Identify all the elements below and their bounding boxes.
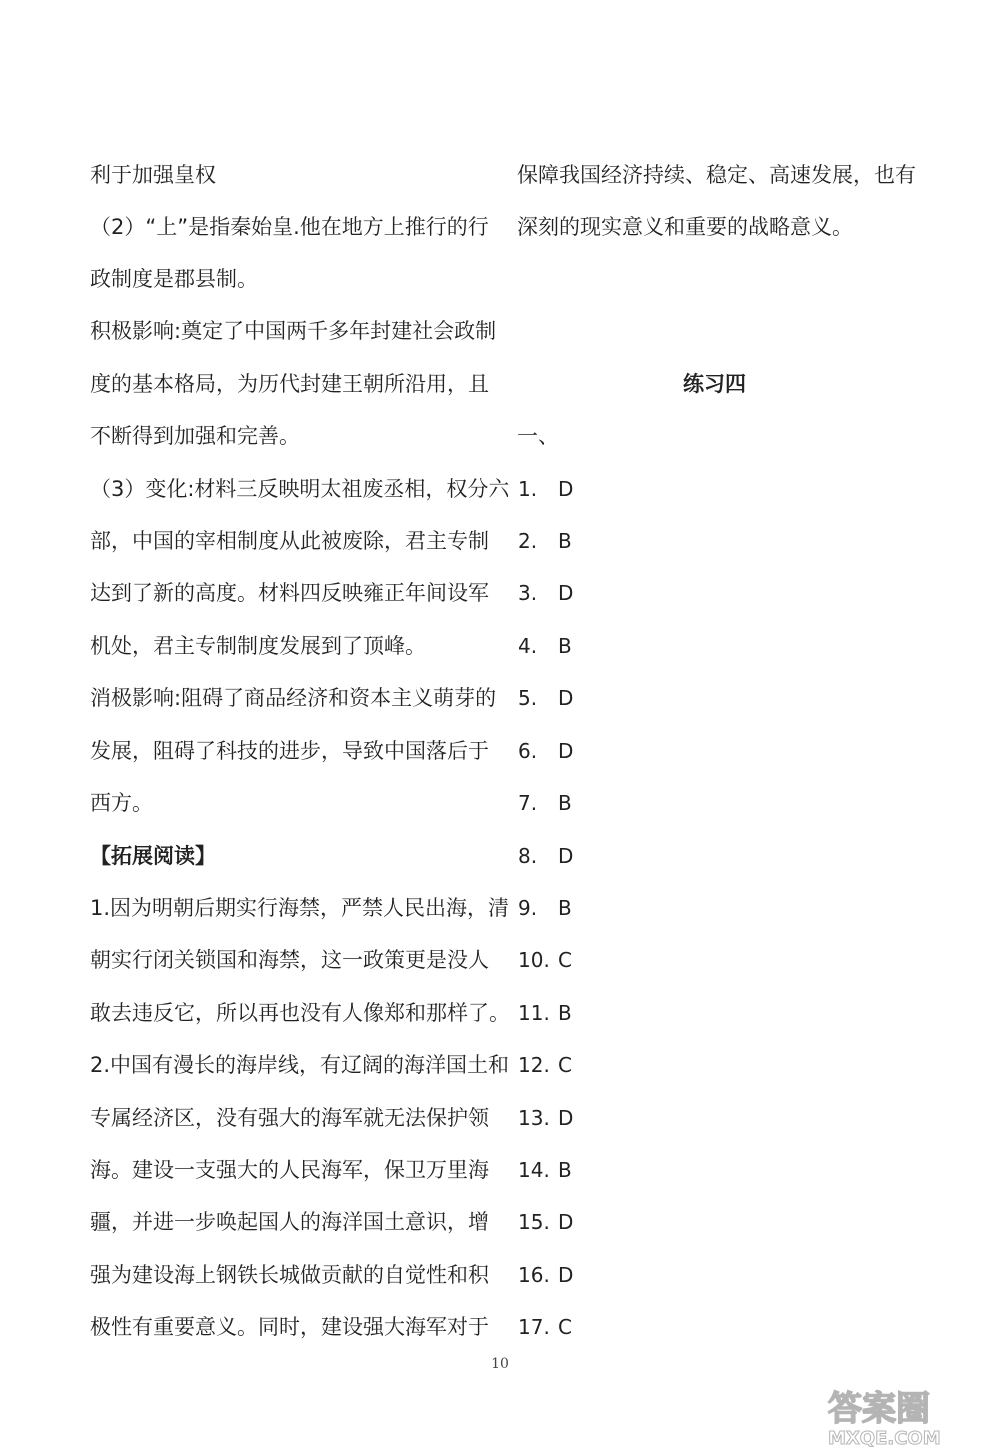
left-line-19: 专属经济区，没有强大的海军就无法保护领 <box>90 1106 489 1130</box>
answer-choice: B <box>558 791 572 815</box>
left-line-10: 机处，君主专制制度发展到了顶峰。 <box>90 634 426 658</box>
answer-choice: B <box>558 1001 572 1025</box>
left-line-6: 不断得到加强和完善。 <box>90 424 300 448</box>
answer-number: 2. <box>518 529 538 553</box>
answer-number: 17. <box>518 1315 550 1339</box>
answer-item <box>518 998 572 1028</box>
watermark-logo <box>822 1384 992 1448</box>
answer-number: 1. <box>518 477 538 501</box>
answer-number: 6. <box>518 739 538 763</box>
left-line-3: 政制度是郡县制。 <box>90 267 258 291</box>
left-line-9: 达到了新的高度。材料四反映雍正年间设军 <box>90 581 489 605</box>
answer-item <box>518 1103 573 1133</box>
answer-item <box>518 945 572 975</box>
answer-item <box>518 474 573 504</box>
left-line-1: 利于加强皇权 <box>90 163 216 187</box>
answer-choice: D <box>558 686 574 710</box>
answer-number: 14. <box>518 1158 550 1182</box>
answer-number: 10. <box>518 948 550 972</box>
answer-choice: D <box>558 1263 574 1287</box>
answer-number: 9. <box>518 896 538 920</box>
extended-reading-heading: 【拓展阅读】 <box>90 844 216 868</box>
left-line-18: 2.中国有漫长的海岸线，有辽阔的海洋国土和 <box>90 1053 510 1077</box>
page-number: 10 <box>491 1356 509 1372</box>
answer-item <box>518 578 573 608</box>
answer-number: 7. <box>518 791 538 815</box>
answer-number: 16. <box>518 1263 550 1287</box>
answer-item <box>518 893 572 923</box>
left-line-20: 海。建设一支强大的人民海军，保卫万里海 <box>90 1158 489 1182</box>
left-line-5: 度的基本格局，为历代封建王朝所沿用，且 <box>90 372 489 396</box>
left-line-22: 强为建设海上钢铁长城做贡献的自觉性和积 <box>90 1263 489 1287</box>
left-line-15: 1.因为明朝后期实行海禁，严禁人民出海，清 <box>90 896 510 920</box>
answer-item <box>518 1155 572 1185</box>
answer-item <box>518 1050 572 1080</box>
answer-choice: D <box>558 1210 574 1234</box>
answer-choice: D <box>558 739 574 763</box>
section-title: 练习四 <box>683 372 746 396</box>
answer-choice: B <box>558 1158 572 1182</box>
left-line-16: 朝实行闭关锁国和海禁，这一政策更是没人 <box>90 948 489 972</box>
left-line-17: 敢去违反它，所以再也没有人像郑和那样了。 <box>90 1001 510 1025</box>
answer-number: 4. <box>518 634 538 658</box>
answer-item <box>518 841 573 871</box>
answer-choice: D <box>558 1106 574 1130</box>
answer-item <box>518 788 572 818</box>
left-line-4: 积极影响:奠定了中国两千多年封建社会政制 <box>90 319 497 343</box>
left-line-23: 极性有重要意义。同时，建设强大海军对于 <box>90 1315 489 1339</box>
answer-choice: B <box>558 896 572 920</box>
answer-number: 15. <box>518 1210 550 1234</box>
answer-item <box>518 683 573 713</box>
right-line-2: 深刻的现实意义和重要的战略意义。 <box>517 215 853 239</box>
answer-item <box>518 1207 573 1237</box>
part-label: 一、 <box>517 424 559 448</box>
answer-number: 3. <box>518 581 538 605</box>
svg-text:答案圈: 答案圈 <box>828 1389 930 1429</box>
left-line-11: 消极影响:阻碍了商品经济和资本主义萌芽的 <box>90 686 497 710</box>
answer-number: 5. <box>518 686 538 710</box>
answer-choice: D <box>558 477 574 501</box>
answer-choice: D <box>558 844 574 868</box>
left-line-13: 西方。 <box>90 791 153 815</box>
left-line-2: （2）“上”是指秦始皇.他在地方上推行的行 <box>90 215 489 239</box>
left-line-21: 疆，并进一步唤起国人的海洋国土意识，增 <box>90 1210 489 1234</box>
left-line-7: （3）变化:材料三反映明太祖废丞相，权分六 <box>90 477 510 501</box>
answer-item <box>518 736 573 766</box>
left-line-12: 发展，阻碍了科技的进步，导致中国落后于 <box>90 739 489 763</box>
right-line-1: 保障我国经济持续、稳定、高速发展，也有 <box>517 163 916 187</box>
answer-choice: D <box>558 581 574 605</box>
answer-number: 11. <box>518 1001 550 1025</box>
svg-text:MXQE.COM: MXQE.COM <box>828 1428 941 1448</box>
answer-choice: C <box>558 948 572 972</box>
answer-choice: B <box>558 634 572 658</box>
answer-item <box>518 526 572 556</box>
answer-number: 8. <box>518 844 538 868</box>
answer-choice: C <box>558 1315 572 1339</box>
answer-item <box>518 1312 572 1342</box>
answer-choice: C <box>558 1053 572 1077</box>
left-line-8: 部，中国的宰相制度从此被废除，君主专制 <box>90 529 489 553</box>
answer-item <box>518 1260 573 1290</box>
answer-number: 12. <box>518 1053 550 1077</box>
answer-item <box>518 631 572 661</box>
answer-number: 13. <box>518 1106 550 1130</box>
answer-choice: B <box>558 529 572 553</box>
